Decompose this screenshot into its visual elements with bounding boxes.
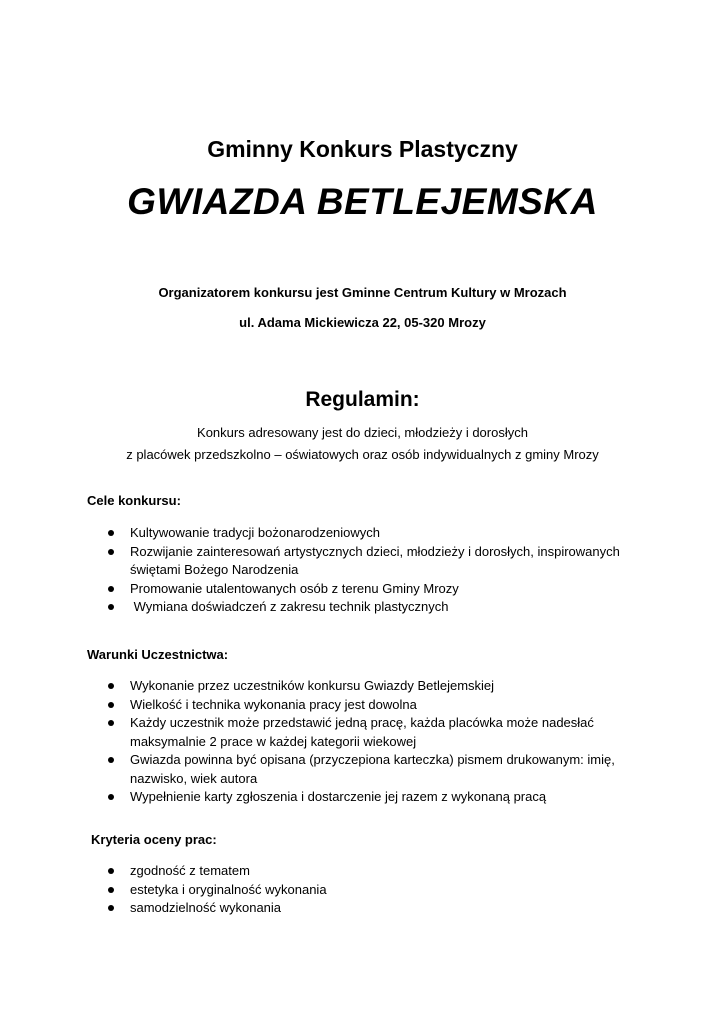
warunki-list (108, 677, 668, 807)
regulamin-intro-line-2: z placówek przedszkolno – oświatowych oraz osób indywidualnych z gminy Mrozy (126, 447, 599, 462)
list-item (108, 714, 668, 751)
bullet-icon (108, 604, 114, 610)
list-item (108, 788, 668, 807)
kryteria-heading: Kryteria oceny prac: (91, 832, 217, 847)
list-item-text: Rozwijanie zainteresowań artystycznych dzieci, młodzieży i dorosłych, inspirowanych świętami Bożego Narodzenia (130, 543, 620, 577)
document-subtitle: Gminny Konkurs Plastyczny (207, 136, 518, 162)
list-item-text: Wielkość i technika wykonania pracy jest dowolna (130, 696, 417, 712)
list-item (108, 677, 668, 696)
bullet-icon (108, 720, 114, 726)
list-item (108, 696, 668, 715)
regulamin-heading: Regulamin: (305, 388, 420, 411)
list-item (108, 598, 668, 617)
list-item (108, 751, 668, 788)
bullet-icon (108, 757, 114, 763)
list-item-text: Kultywowanie tradycji bożonarodzeniowych (130, 525, 381, 540)
list-item (108, 881, 668, 900)
bullet-icon (108, 794, 114, 800)
organizer-line: Organizatorem konkursu jest Gminne Centrum Kultury w Mrozach (158, 285, 567, 300)
cele-list (108, 524, 668, 617)
bullet-icon (108, 549, 114, 555)
bullet-icon (108, 702, 114, 708)
list-item-text: Wykonanie przez uczestników konkursu Gwiazdy Betlejemskiej (130, 678, 495, 693)
list-item-text: Promowanie utalentowanych osób z terenu Gminy Mrozy (130, 580, 459, 596)
list-item-text: samodzielność wykonania (130, 900, 282, 915)
list-item-text: estetyka i oryginalność wykonania (130, 881, 327, 897)
list-item-text: zgodność z tematem (130, 863, 250, 878)
bullet-icon (108, 905, 114, 911)
bullet-icon (108, 586, 114, 592)
bullet-icon (108, 868, 114, 874)
list-item (108, 899, 668, 918)
organizer-address: ul. Adama Mickiewicza 22, 05-320 Mrozy (239, 315, 486, 330)
list-item (108, 524, 668, 543)
list-item-text: Wypełnienie karty zgłoszenia i dostarczenie jej razem z wykonaną pracą (130, 789, 547, 804)
cele-heading: Cele konkursu: (87, 493, 181, 508)
list-item (108, 580, 668, 599)
regulamin-intro-line-1: Konkurs adresowany jest do dzieci, młodzieży i dorosłych (197, 425, 528, 440)
list-item-text: Każdy uczestnik może przedstawić jedną pracę, każda placówka może nadesłać maksymalnie 2 prace w każdej kategorii wiekowej (130, 715, 594, 749)
list-item-text: Gwiazda powinna być opisana (przyczepiona karteczka) pismem drukowanym: imię, nazwisko, wiek autora (130, 752, 615, 786)
list-item (108, 862, 668, 881)
list-item-text: Wymiana doświadczeń z zakresu technik plastycznych (130, 599, 449, 614)
bullet-icon (108, 683, 114, 689)
bullet-icon (108, 887, 114, 893)
document-title: GWIAZDA BETLEJEMSKA (127, 181, 598, 222)
list-item (108, 543, 668, 580)
kryteria-list (108, 862, 668, 918)
warunki-heading: Warunki Uczestnictwa: (87, 647, 229, 662)
bullet-icon (108, 530, 114, 536)
